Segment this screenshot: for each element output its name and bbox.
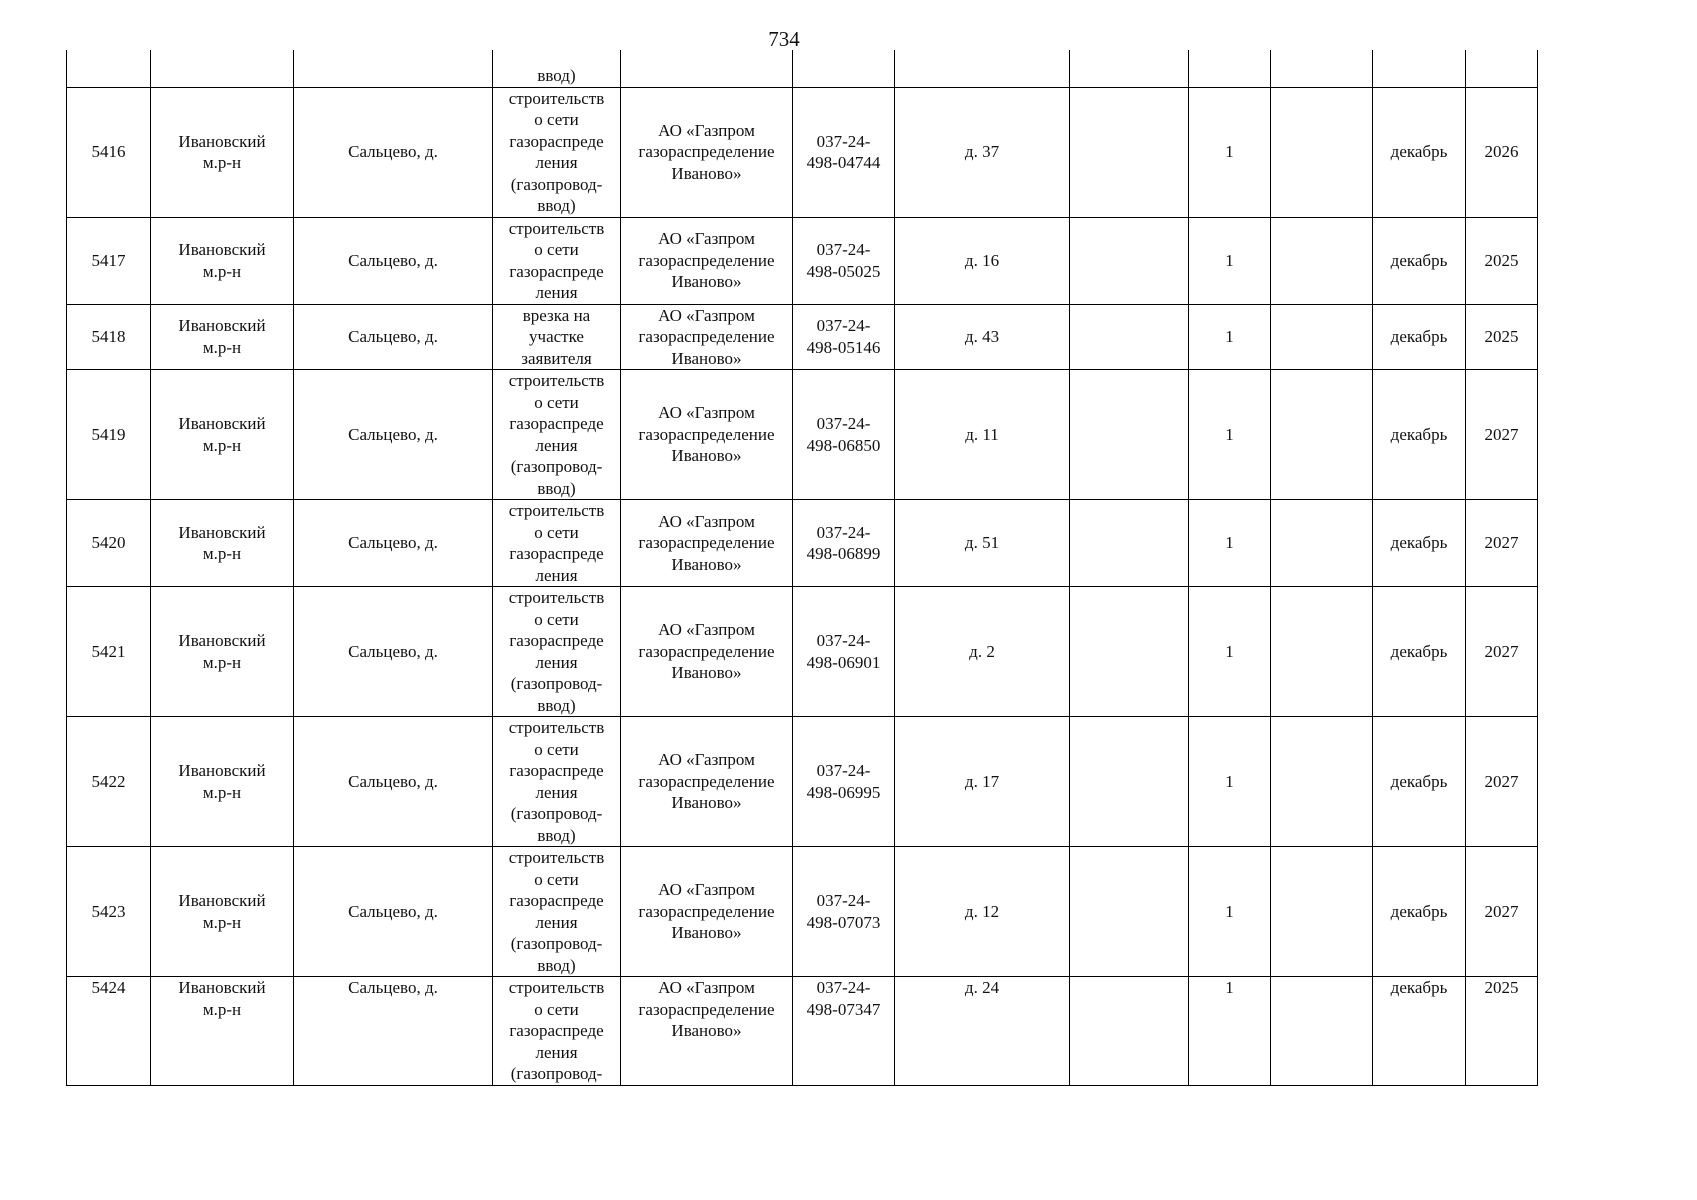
cell-month xyxy=(1373,50,1466,87)
cell-kind: строительств о сети газораспреде ления (газопровод- ввод) xyxy=(493,847,621,977)
cell-month: декабрь xyxy=(1373,217,1466,304)
cell-address xyxy=(895,50,1070,87)
cell-count: 1 xyxy=(1189,717,1271,847)
cell-app-id: 037-24- 498-07073 xyxy=(793,847,895,977)
cell-org: АО «Газпром газораспределение Иваново» xyxy=(621,717,793,847)
cell-empty-2 xyxy=(1271,977,1373,1086)
cell-org: АО «Газпром газораспределение Иваново» xyxy=(621,977,793,1086)
cell-empty-2 xyxy=(1271,304,1373,370)
cell-address: д. 51 xyxy=(895,500,1070,587)
cell-kind: строительств о сети газораспреде ления xyxy=(493,217,621,304)
table-row xyxy=(67,847,1538,977)
cell-district: Ивановский м.р-н xyxy=(151,717,294,847)
cell-num: 5421 xyxy=(67,587,151,717)
cell-address: д. 43 xyxy=(895,304,1070,370)
cell-empty-2 xyxy=(1271,217,1373,304)
cell-district: Ивановский м.р-н xyxy=(151,847,294,977)
cell-app-id: 037-24- 498-07347 xyxy=(793,977,895,1086)
cell-kind: строительств о сети газораспреде ления (газопровод- ввод) xyxy=(493,587,621,717)
cell-count: 1 xyxy=(1189,847,1271,977)
cell-locality: Сальцево, д. xyxy=(294,500,493,587)
table-row xyxy=(67,977,1538,1086)
cell-address: д. 2 xyxy=(895,587,1070,717)
cell-locality: Сальцево, д. xyxy=(294,87,493,217)
cell-num: 5419 xyxy=(67,370,151,500)
cell-count: 1 xyxy=(1189,977,1271,1086)
cell-address: д. 17 xyxy=(895,717,1070,847)
cell-year: 2027 xyxy=(1466,717,1538,847)
cell-empty-1 xyxy=(1070,87,1189,217)
cell-year xyxy=(1466,50,1538,87)
cell-year: 2027 xyxy=(1466,370,1538,500)
cell-month: декабрь xyxy=(1373,587,1466,717)
cell-address: д. 24 xyxy=(895,977,1070,1086)
cell-app-id: 037-24- 498-05025 xyxy=(793,217,895,304)
cell-year: 2025 xyxy=(1466,977,1538,1086)
cell-num: 5420 xyxy=(67,500,151,587)
cell-kind: строительств о сети газораспреде ления xyxy=(493,500,621,587)
page-number: 734 xyxy=(768,27,800,51)
cell-empty-1 xyxy=(1070,847,1189,977)
cell-count xyxy=(1189,50,1271,87)
cell-year: 2025 xyxy=(1466,304,1538,370)
cell-empty-1 xyxy=(1070,50,1189,87)
cell-org: АО «Газпром газораспределение Иваново» xyxy=(621,304,793,370)
cell-district: Ивановский м.р-н xyxy=(151,587,294,717)
table-row xyxy=(67,304,1538,370)
cell-month: декабрь xyxy=(1373,500,1466,587)
cell-month: декабрь xyxy=(1373,977,1466,1086)
cell-district: Ивановский м.р-н xyxy=(151,304,294,370)
cell-district: Ивановский м.р-н xyxy=(151,500,294,587)
table-row xyxy=(67,370,1538,500)
cell-empty-2 xyxy=(1271,370,1373,500)
cell-locality: Сальцево, д. xyxy=(294,217,493,304)
cell-app-id xyxy=(793,50,895,87)
cell-empty-1 xyxy=(1070,217,1189,304)
cell-count: 1 xyxy=(1189,587,1271,717)
cell-num: 5418 xyxy=(67,304,151,370)
cell-empty-2 xyxy=(1271,717,1373,847)
cell-locality xyxy=(294,50,493,87)
cell-num: 5422 xyxy=(67,717,151,847)
cell-empty-1 xyxy=(1070,717,1189,847)
cell-org xyxy=(621,50,793,87)
cell-empty-2 xyxy=(1271,50,1373,87)
cell-district: Ивановский м.р-н xyxy=(151,977,294,1086)
cell-empty-2 xyxy=(1271,87,1373,217)
cell-org: АО «Газпром газораспределение Иваново» xyxy=(621,87,793,217)
cell-locality: Сальцево, д. xyxy=(294,370,493,500)
cell-kind: строительств о сети газораспреде ления (газопровод- ввод) xyxy=(493,717,621,847)
cell-year: 2025 xyxy=(1466,217,1538,304)
cell-empty-1 xyxy=(1070,370,1189,500)
cell-year: 2026 xyxy=(1466,87,1538,217)
table-row xyxy=(67,87,1538,217)
cell-month: декабрь xyxy=(1373,717,1466,847)
cell-empty-1 xyxy=(1070,304,1189,370)
cell-kind: строительств о сети газораспреде ления (газопровод- ввод) xyxy=(493,87,621,217)
table-row xyxy=(67,717,1538,847)
connections-table xyxy=(66,50,1538,1086)
cell-district: Ивановский м.р-н xyxy=(151,217,294,304)
cell-address: д. 12 xyxy=(895,847,1070,977)
cell-num: 5416 xyxy=(67,87,151,217)
cell-app-id: 037-24- 498-04744 xyxy=(793,87,895,217)
cell-year: 2027 xyxy=(1466,847,1538,977)
cell-kind: ввод) xyxy=(493,50,621,87)
table-row xyxy=(67,217,1538,304)
cell-count: 1 xyxy=(1189,217,1271,304)
cell-app-id: 037-24- 498-05146 xyxy=(793,304,895,370)
cell-locality: Сальцево, д. xyxy=(294,717,493,847)
cell-org: АО «Газпром газораспределение Иваново» xyxy=(621,370,793,500)
cell-kind: строительств о сети газораспреде ления (газопровод- ввод) xyxy=(493,370,621,500)
table-row xyxy=(67,587,1538,717)
cell-locality: Сальцево, д. xyxy=(294,847,493,977)
cell-month: декабрь xyxy=(1373,847,1466,977)
cell-locality: Сальцево, д. xyxy=(294,587,493,717)
cell-address: д. 37 xyxy=(895,87,1070,217)
cell-org: АО «Газпром газораспределение Иваново» xyxy=(621,847,793,977)
cell-org: АО «Газпром газораспределение Иваново» xyxy=(621,500,793,587)
table-row xyxy=(67,500,1538,587)
cell-address: д. 11 xyxy=(895,370,1070,500)
cell-empty-1 xyxy=(1070,977,1189,1086)
cell-count: 1 xyxy=(1189,370,1271,500)
cell-district: Ивановский м.р-н xyxy=(151,370,294,500)
cell-year: 2027 xyxy=(1466,500,1538,587)
cell-kind: строительств о сети газораспреде ления (газопровод- xyxy=(493,977,621,1086)
cell-num: 5423 xyxy=(67,847,151,977)
cell-app-id: 037-24- 498-06899 xyxy=(793,500,895,587)
cell-app-id: 037-24- 498-06995 xyxy=(793,717,895,847)
cell-kind: врезка на участке заявителя xyxy=(493,304,621,370)
cell-app-id: 037-24- 498-06850 xyxy=(793,370,895,500)
table-row-partial xyxy=(67,50,1538,87)
cell-count: 1 xyxy=(1189,304,1271,370)
cell-empty-2 xyxy=(1271,847,1373,977)
cell-empty-1 xyxy=(1070,500,1189,587)
cell-empty-2 xyxy=(1271,587,1373,717)
cell-num: 5424 xyxy=(67,977,151,1086)
cell-year: 2027 xyxy=(1466,587,1538,717)
cell-count: 1 xyxy=(1189,87,1271,217)
cell-empty-1 xyxy=(1070,587,1189,717)
cell-app-id: 037-24- 498-06901 xyxy=(793,587,895,717)
cell-district: Ивановский м.р-н xyxy=(151,87,294,217)
cell-num xyxy=(67,50,151,87)
cell-num: 5417 xyxy=(67,217,151,304)
cell-month: декабрь xyxy=(1373,87,1466,217)
cell-org: АО «Газпром газораспределение Иваново» xyxy=(621,587,793,717)
cell-locality: Сальцево, д. xyxy=(294,977,493,1086)
cell-month: декабрь xyxy=(1373,304,1466,370)
cell-org: АО «Газпром газораспределение Иваново» xyxy=(621,217,793,304)
cell-month: декабрь xyxy=(1373,370,1466,500)
cell-locality: Сальцево, д. xyxy=(294,304,493,370)
cell-address: д. 16 xyxy=(895,217,1070,304)
cell-district xyxy=(151,50,294,87)
cell-count: 1 xyxy=(1189,500,1271,587)
cell-empty-2 xyxy=(1271,500,1373,587)
